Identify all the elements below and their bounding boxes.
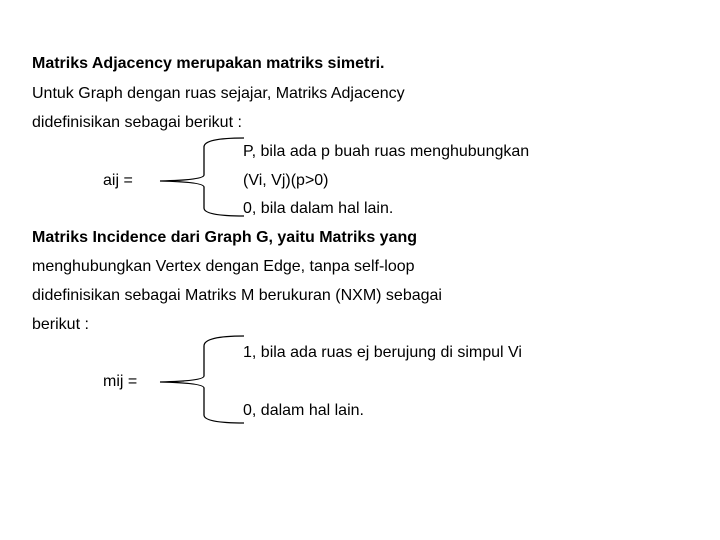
incidence-line2: menghubungkan Vertex dengan Edge, tanpa self-loop — [32, 258, 415, 275]
incidence-lhs: mij = — [103, 373, 138, 390]
adjacency-case2: 0, bila dalam hal lain. — [243, 200, 394, 217]
adjacency-curly-brace — [158, 135, 248, 220]
incidence-line3: didefinisikan sebagai Matriks M berukuran (NXM) sebagai — [32, 287, 442, 304]
incidence-line4: berikut : — [32, 316, 89, 333]
adjacency-lhs: aij = — [103, 172, 133, 189]
adjacency-heading: Matriks Adjacency merupakan matriks simetri. — [32, 55, 385, 72]
incidence-curly-brace — [158, 333, 248, 428]
adjacency-intro-line2: didefinisikan sebagai berikut : — [32, 114, 242, 131]
adjacency-case1: P, bila ada p buah ruas menghubungkan — [243, 143, 530, 160]
incidence-case2: 0, dalam hal lain. — [243, 402, 364, 419]
incidence-case1: 1, bila ada ruas ej berujung di simpul Vi — [243, 344, 522, 361]
incidence-heading: Matriks Incidence dari Graph G, yaitu Matriks yang — [32, 229, 418, 246]
adjacency-case1-cont: (Vi, Vj)(p>0) — [243, 172, 329, 189]
adjacency-intro-line1: Untuk Graph dengan ruas sejajar, Matriks Adjacency — [32, 85, 405, 102]
